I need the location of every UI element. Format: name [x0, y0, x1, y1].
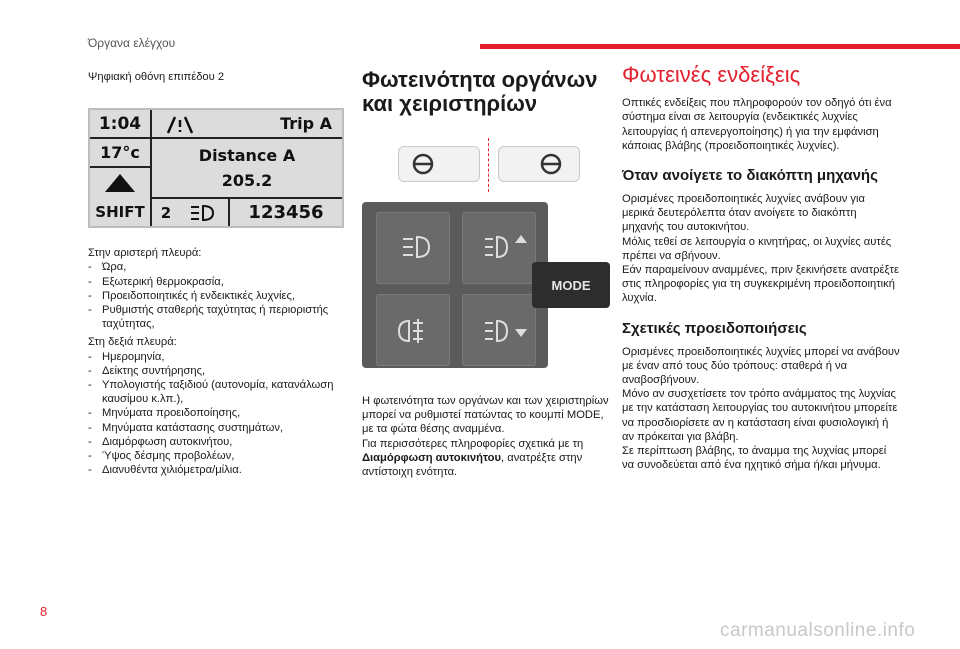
trip-label: Trip A	[280, 113, 332, 133]
indicators-title: Φωτεινές ενδείξεις	[622, 62, 801, 87]
switch-panel-illustration	[362, 202, 614, 372]
brightness-up-button	[462, 212, 536, 284]
column-digital-display	[88, 70, 338, 481]
list-item: - Διαμόρφωση αυτοκινήτου,	[88, 435, 338, 449]
list-item: - Ώρα,	[88, 260, 338, 274]
steering-wheel-icon	[410, 153, 436, 180]
section-warnings-p3: Σε περίπτωση βλάβης, το άναμμα της λυχνίας μπορεί να συνοδεύεται από ένα ηχητικό σήμα ή/και μήνυμα.	[622, 445, 887, 472]
list-item: - Μηνύματα κατάστασης συστημάτων,	[88, 421, 338, 435]
list-item: - Ρυθμιστής σταθερής ταχύτητας ή περιοριστής ταχύτητας,	[88, 303, 338, 331]
temperature-readout: 17°c	[100, 142, 140, 162]
list-item: - Προειδοποιητικές ή ενδεικτικές λυχνίες,	[88, 289, 338, 303]
right-side-intro: Στη δεξιά πλευρά:	[88, 336, 177, 349]
section-header: Όργανα ελέγχου	[88, 36, 176, 50]
page-number: 8	[40, 604, 48, 619]
reference-link-bold: Διαμόρφωση αυτοκινήτου	[362, 451, 502, 464]
display-subtitle: Ψηφιακή οθόνη επιπέδου 2	[88, 71, 225, 83]
section-warnings-p1: Ορισμένες προειδοποιητικές λυχνίες μπορεί να ανάβουν με έναν από τους δύο τρόπους: σταθερά ή να αναβοσβήνουν.	[622, 345, 900, 387]
front-fog-light-button	[376, 294, 450, 366]
list-item: - Ημερομηνία,	[88, 350, 338, 364]
section-ignition-p1: Ορισμένες προειδοποιητικές λυχνίες ανάβουν για μερικά δευτερόλεπτα όταν ανοίγετε το διακόπτη μηχανής του αυτοκινήτου.	[622, 193, 865, 234]
divider-line	[488, 138, 490, 192]
reference-text: Για περισσότερες πληροφορίες σχετικά με τη	[362, 437, 584, 450]
reference-text-end: , ανατρέξτε στην αντίστοιχη ενότητα.	[362, 451, 583, 479]
header-accent-bar	[480, 44, 960, 49]
watermark: carmanualsonline.info	[720, 620, 916, 641]
shift-label: SHIFT	[95, 203, 145, 222]
left-side-list	[88, 260, 338, 331]
rear-fog-light-button	[376, 212, 450, 284]
list-item: - Υπολογιστής ταξιδιού (αυτονομία, κατανάλωση καυσίμου κ.λπ.),	[88, 378, 338, 406]
digital-display-illustration	[88, 108, 344, 228]
brightness-title: Φωτεινότητα οργάνων και χειριστηρίων	[362, 67, 598, 116]
mode-button[interactable]: MODE	[532, 262, 610, 308]
column-brightness	[362, 64, 612, 479]
list-item: - Εξωτερική θερμοκρασία,	[88, 275, 338, 289]
distance-label: Distance A	[198, 146, 296, 166]
section-ignition-p2: Μόλις τεθεί σε λειτουργία ο κινητήρας, οι λυχνίες αυτές πρέπει να σβήνουν.	[622, 235, 892, 262]
list-item: - Διανυθέντα χιλιόμετρα/μίλια.	[88, 463, 338, 477]
headlight-icon	[178, 199, 224, 226]
list-item: - Δείκτης συντήρησης,	[88, 364, 338, 378]
time-readout: 1:04	[98, 113, 142, 134]
indicators-intro: Οπτικές ενδείξεις που πληροφορούν τον οδηγό ότι ένα σύστημα είναι σε λειτουργία (ενδεικτικές λυχνίες λειτουργίας ή απενεργοποίησης) ή για την εμφάνιση κάποιας βλάβης (προειδοποιητικές λυχνίες).	[622, 97, 892, 152]
left-side-intro: Στην αριστερή πλευρά:	[88, 247, 202, 260]
odometer-readout: 123456	[248, 201, 324, 223]
section-warnings-p2: Μόνο αν συσχετίσετε τον τρόπο ανάμματος της λυχνίας με την κατάσταση λειτουργίας του αυτοκινήτου μπορείτε να προσδιορίσετε αν η κατάσταση είναι φυσιολογική ή αν πρόκειται για βλάβη.	[622, 388, 898, 443]
distance-value: 205.2	[221, 171, 273, 191]
list-item: - Μηνύματα προειδοποίησης,	[88, 406, 338, 420]
brightness-body	[362, 394, 612, 479]
section-warnings-title: Σχετικές προειδοποιήσεις	[622, 319, 807, 337]
gear-indicator: 2	[160, 203, 172, 222]
dashboard-brightness-illustration	[362, 138, 614, 192]
column-indicators	[622, 64, 900, 478]
section-ignition-p3: Εάν παραμείνουν αναμμένες, πριν ξεκινήσετε ανατρέξτε στις πληροφορίες για τη συγκεκριμένη προειδοποιητική λυχνία.	[622, 264, 899, 305]
brightness-down-button	[462, 294, 536, 366]
right-side-list	[88, 350, 338, 478]
switch-panel	[362, 202, 548, 368]
list-item: - Ύψος δέσμης προβολέων,	[88, 449, 338, 463]
section-ignition-title: Όταν ανοίγετε το διακόπτη μηχανής	[622, 167, 878, 185]
brightness-paragraph: Η φωτεινότητα των οργάνων και των χειριστηρίων μπορεί να ρυθμιστεί πατώντας το κουμπί MODE, με τα φώτα θέσης αναμμένα.	[362, 395, 609, 436]
steering-wheel-icon	[538, 153, 564, 180]
warning-road-icon	[160, 112, 200, 137]
shift-up-arrow-icon	[90, 168, 150, 198]
